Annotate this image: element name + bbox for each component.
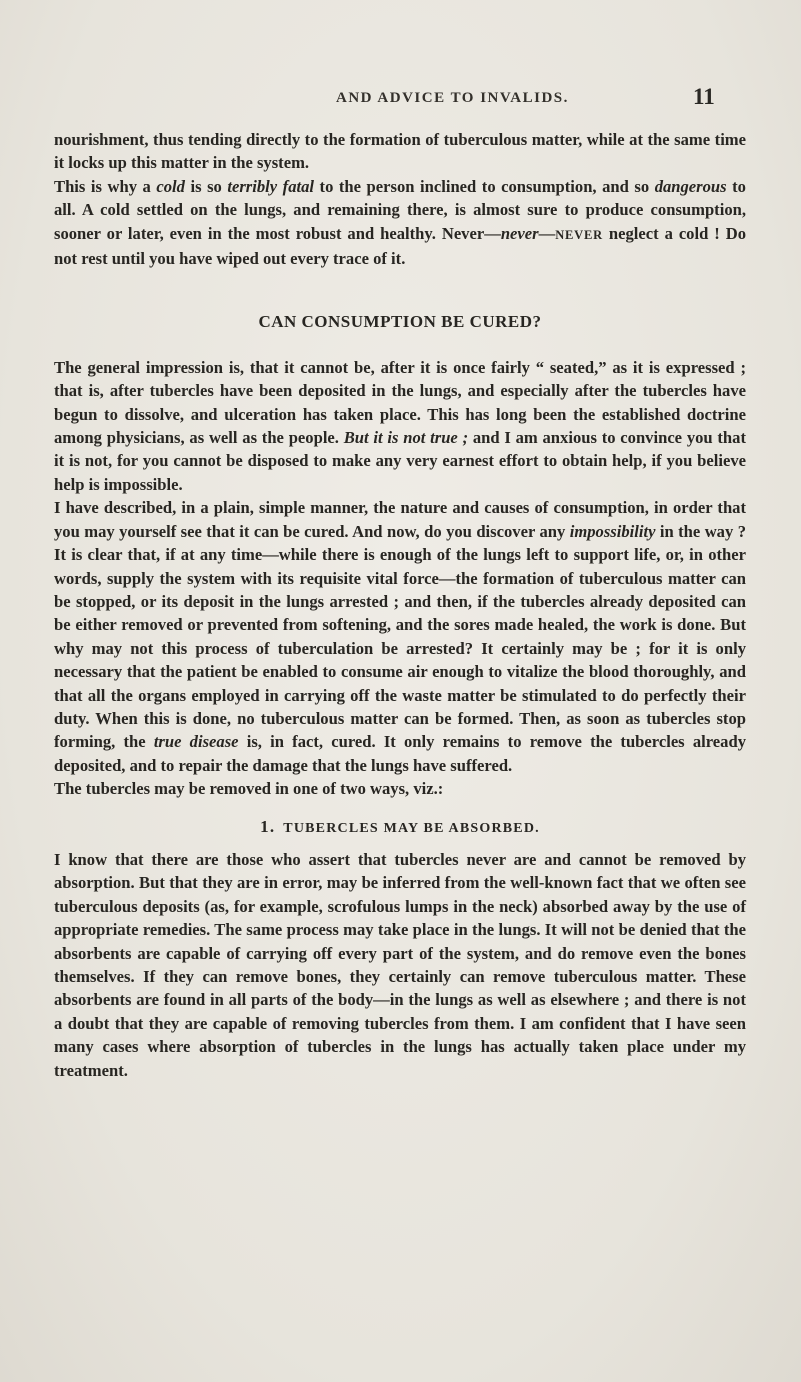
paragraph bbox=[54, 496, 746, 777]
italic-text: terribly fatal bbox=[227, 176, 315, 196]
paragraph bbox=[54, 128, 746, 175]
text-run: The general impression is, that it cannot be, after it is once fairly “ seated,” as it is expressed ; that is, after tubercles have been deposited in the lungs, and especially after the tubercles have begun to dissolve, and ulceration has taken place. This has long been the established doctrine among physicians, as well as the people. bbox=[54, 357, 746, 448]
section-paragraphs bbox=[54, 356, 746, 801]
paragraph bbox=[54, 777, 746, 800]
text-run: in the way ? It is clear that, if at any time—while there is enough of the lungs left to support life, or, in other words, supply the system with its requisite vital force—the formation of tuberculous matter can be stopped, or its deposit in the lungs arrested ; and then, if the tubercles already deposited can be either removed or prevented from softening, and the sores made healed, the work is done. But why may not this process of tuberculation be arrested? It certainly may be ; for it is only necessary that the patient be enabled to consume air enough to vitalize the blood thoroughly, and that all the organs employed in carrying off the waste matter be stimulated to do perfectly their duty. When this is done, no tuberculous matter can be formed. Then, as soon as tubercles stop forming, the bbox=[54, 521, 746, 752]
text-run: and I am anxious to convince you that it is not, for you cannot be disposed to make any very earnest effort to obtain help, if you believe help is impossible. bbox=[54, 428, 746, 494]
sub-heading-text: TUBERCLES MAY BE ABSORBED. bbox=[283, 820, 540, 836]
italic-text: never bbox=[500, 223, 539, 243]
sub-section-paragraphs bbox=[54, 848, 746, 1082]
paragraph bbox=[54, 356, 746, 496]
italic-text: impossibility bbox=[569, 521, 656, 541]
text-run: This is why a bbox=[54, 176, 157, 196]
sub-heading-number: 1. bbox=[260, 816, 276, 836]
body-text bbox=[54, 128, 746, 1082]
paragraph bbox=[54, 848, 746, 1082]
text-run: I know that there are those who assert that tubercles never are and cannot be removed by absorption. But that they are in error, may be inferred from the well-known fact that we often see tuberculous deposits (as, for example, scrofulous lumps in the neck) absorbed away by the use of appropriate remedies. The same process may take place in the lungs. It will not be denied that the absorbents are capable of carrying off every part of the system, and do remove even the bones themselves. If they can remove bones, they certainly can remove tuberculous matter. These absorbents are found in all parts of the body—in the lungs as well as elsewhere ; and there is not a doubt that they are capable of removing tubercles from them. I am confident that I have seen many cases where absorption of tubercles in the lungs has actually taken place under my treatment. bbox=[54, 849, 746, 1080]
italic-text: true disease bbox=[153, 732, 239, 752]
intro-paragraphs bbox=[54, 128, 746, 270]
text-run: to the person inclined to consumption, and so bbox=[314, 176, 655, 196]
italic-text: But it is not true ; bbox=[343, 428, 469, 448]
paragraph bbox=[54, 175, 746, 271]
text-run: nourishment, thus tending directly to the formation of tuberculous matter, while at the same time it locks up this matter in the system. bbox=[54, 130, 746, 173]
italic-text: cold bbox=[156, 176, 185, 196]
text-run: — bbox=[538, 223, 556, 243]
sub-heading bbox=[54, 815, 746, 840]
text-run: NEVER bbox=[555, 227, 603, 242]
text-run: is, in fact, cured. It only remains to remove the tubercles already deposited, and to repair the damage that the lungs have suffered. bbox=[54, 732, 746, 775]
italic-text: dangerous bbox=[654, 176, 727, 196]
running-head bbox=[0, 84, 801, 124]
text-run: is so bbox=[184, 176, 228, 196]
section-heading: CAN CONSUMPTION BE CURED? bbox=[258, 312, 542, 332]
text-run: The tubercles may be removed in one of two ways, viz.: bbox=[54, 779, 444, 799]
page-number: 11 bbox=[693, 84, 715, 109]
text-run: neglect a cold ! Do not rest until you have wiped out every trace of it. bbox=[54, 223, 746, 269]
text-run: to all. A cold settled on the lungs, and remaining there, is almost sure to produce consumption, sooner or later, even in the most robust and healthy. Never— bbox=[54, 176, 746, 243]
text-run: I have described, in a plain, simple manner, the nature and causes of consumption, in order that you may yourself see that it can be cured. And now, do you discover any bbox=[54, 498, 746, 541]
running-title: AND ADVICE TO INVALIDS. bbox=[336, 90, 569, 106]
